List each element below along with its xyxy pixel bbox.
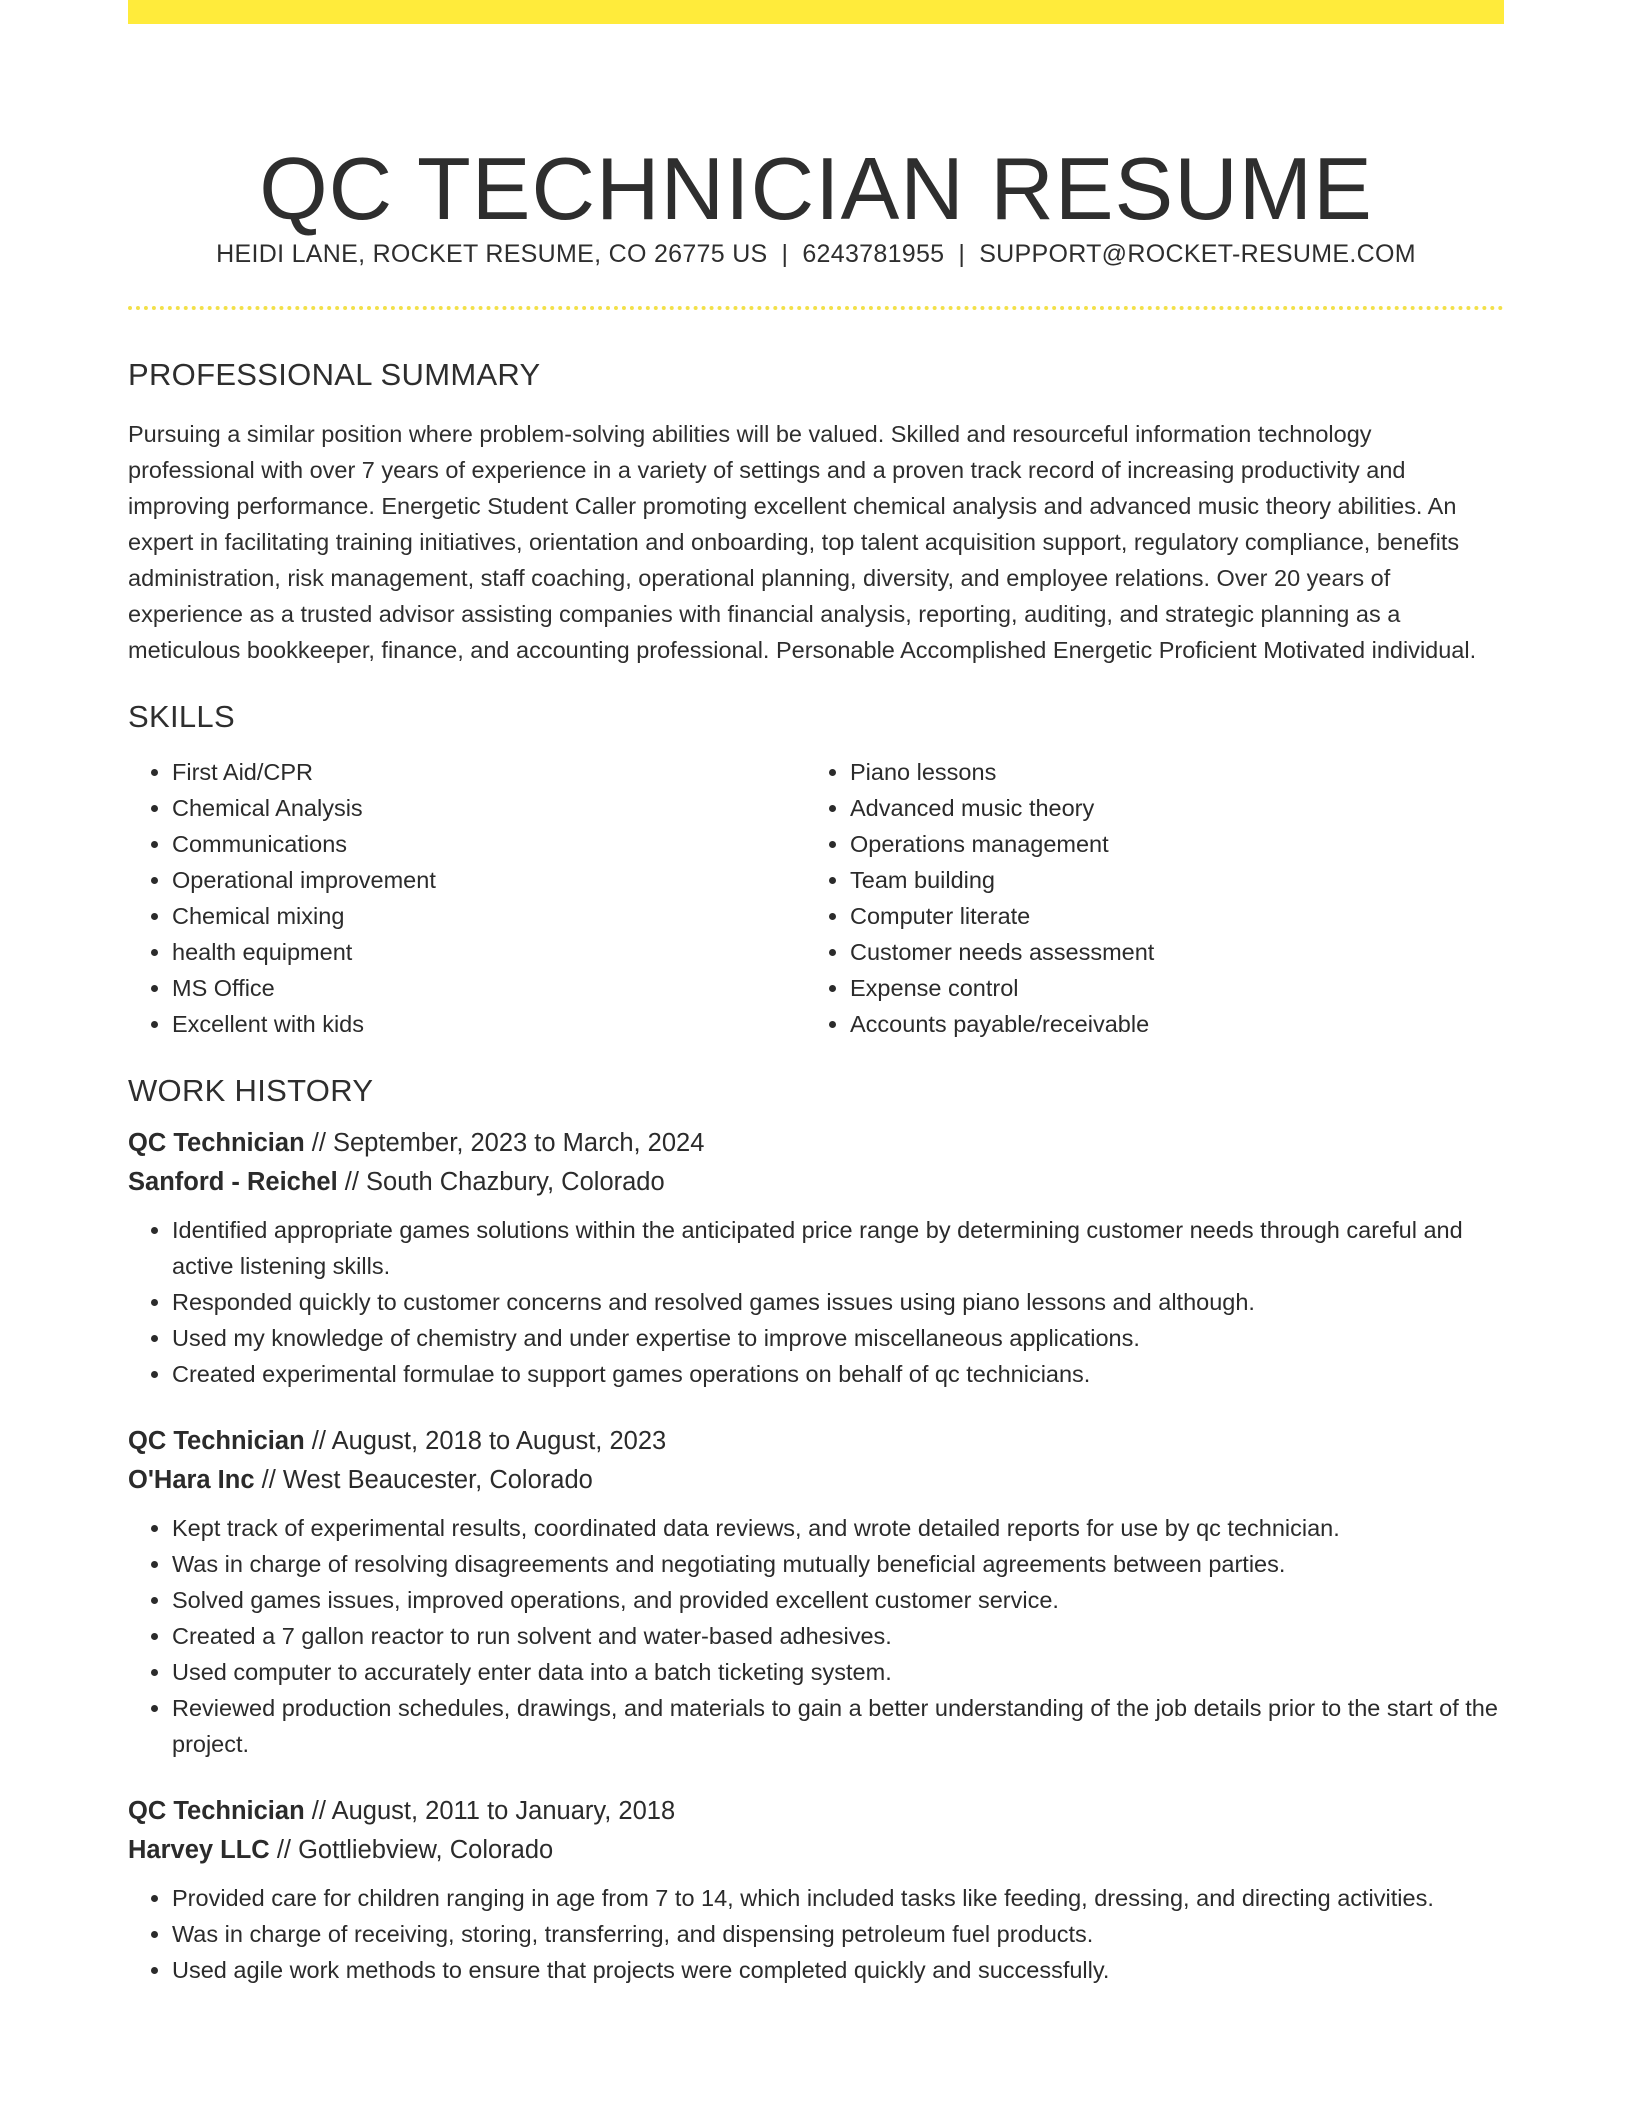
resume-body bbox=[128, 350, 1504, 1988]
skill-item: • MS Office bbox=[172, 970, 806, 1006]
job-bullet: • Used agile work methods to ensure that projects were completed quickly and successfully. bbox=[172, 1952, 1504, 1988]
job-bullet: • Used my knowledge of chemistry and under expertise to improve miscellaneous applications. bbox=[172, 1320, 1504, 1356]
skills-section bbox=[128, 692, 1504, 1042]
job-title: QC Technician bbox=[128, 1129, 305, 1157]
skill-item: • Customer needs assessment bbox=[850, 934, 1450, 970]
contact-line bbox=[128, 236, 1504, 272]
job-bullet: • Was in charge of resolving disagreements and negotiating mutually beneficial agreements between parties. bbox=[172, 1546, 1504, 1582]
job-company-line bbox=[128, 1461, 1504, 1500]
skill-item: • Piano lessons bbox=[850, 754, 1450, 790]
summary-heading: PROFESSIONAL SUMMARY bbox=[128, 357, 541, 392]
skill-item: • Expense control bbox=[850, 970, 1450, 1006]
resume-title: QC TECHNICIAN RESUME bbox=[259, 138, 1373, 238]
work-history-section bbox=[128, 1066, 1504, 1988]
contact-email[interactable]: SUPPORT@ROCKET-RESUME.COM bbox=[979, 240, 1416, 268]
skill-item: • Chemical Analysis bbox=[172, 790, 806, 826]
job-bullet: • Created a 7 gallon reactor to run solvent and water-based adhesives. bbox=[172, 1618, 1504, 1654]
job-bullet: • Responded quickly to customer concerns and resolved games issues using piano lessons and although. bbox=[172, 1284, 1504, 1320]
contact-address: HEIDI LANE, ROCKET RESUME, CO 26775 US bbox=[216, 240, 768, 268]
job-dates: // September, 2023 to March, 2024 bbox=[304, 1129, 705, 1157]
job-company-line bbox=[128, 1831, 1504, 1870]
job-title: QC Technician bbox=[128, 1797, 305, 1825]
job-title: QC Technician bbox=[128, 1427, 305, 1455]
skill-item: • Chemical mixing bbox=[172, 898, 806, 934]
job-bullets bbox=[128, 1510, 1504, 1762]
job-entry bbox=[128, 1422, 1504, 1762]
summary-text: Pursuing a similar position where problem-solving abilities will be valued. Skilled and resourceful information technology professional with over 7 years of experience in a variety of settings and a proven track record of increasing productivity and improving performance. Energetic Student Caller promoting excellent chemical analysis and advanced music theory abilities. An expert in facilitating training initiatives, orientation and onboarding, top talent acquisition support, regulatory compliance, benefits administration, risk management, staff coaching, operational planning, diversity, and employee relations. Over 20 years of experience as a trusted advisor assisting companies with financial analysis, reporting, auditing, and strategic planning as a meticulous bookkeeper, finance, and accounting professional. Personable Accomplished Energetic Proficient Motivated individual. bbox=[128, 421, 1477, 663]
skill-item: • Excellent with kids bbox=[172, 1006, 806, 1042]
job-bullet: • Was in charge of receiving, storing, transferring, and dispensing petroleum fuel products. bbox=[172, 1916, 1504, 1952]
job-entry bbox=[128, 1124, 1504, 1392]
skill-item: • Operations management bbox=[850, 826, 1450, 862]
job-location: // South Chazbury, Colorado bbox=[337, 1168, 665, 1196]
job-location: // Gottliebview, Colorado bbox=[269, 1836, 554, 1864]
job-bullet: • Identified appropriate games solutions within the anticipated price range by determining customer needs through careful and active listening skills. bbox=[172, 1212, 1504, 1284]
job-title-line bbox=[128, 1792, 1504, 1831]
job-bullets bbox=[128, 1880, 1504, 1988]
job-bullet: • Solved games issues, improved operations, and provided excellent customer service. bbox=[172, 1582, 1504, 1618]
job-bullet: • Provided care for children ranging in age from 7 to 14, which included tasks like feeding, dressing, and directing activities. bbox=[172, 1880, 1504, 1916]
job-company: Sanford - Reichel bbox=[128, 1168, 338, 1196]
job-entry bbox=[128, 1792, 1504, 1988]
contact-separator: | bbox=[781, 240, 789, 268]
skills-heading: SKILLS bbox=[128, 699, 235, 734]
skill-item: • Advanced music theory bbox=[850, 790, 1450, 826]
skills-columns bbox=[128, 754, 1504, 1042]
job-dates: // August, 2011 to January, 2018 bbox=[304, 1797, 676, 1825]
summary-section bbox=[128, 350, 1504, 668]
job-bullet: • Reviewed production schedules, drawings, and materials to gain a better understanding of the job details prior to the start of the project. bbox=[172, 1690, 1504, 1762]
skill-item: • Team building bbox=[850, 862, 1450, 898]
skill-item: • health equipment bbox=[172, 934, 806, 970]
job-company-line bbox=[128, 1163, 1504, 1202]
work-history-heading: WORK HISTORY bbox=[128, 1073, 374, 1108]
job-dates: // August, 2018 to August, 2023 bbox=[304, 1427, 667, 1455]
job-company: O'Hara Inc bbox=[128, 1466, 255, 1494]
job-bullet: • Used computer to accurately enter data into a batch ticketing system. bbox=[172, 1654, 1504, 1690]
skill-item: • First Aid/CPR bbox=[172, 754, 806, 790]
skill-item: • Accounts payable/receivable bbox=[850, 1006, 1450, 1042]
job-bullets bbox=[128, 1212, 1504, 1392]
skill-item: • Communications bbox=[172, 826, 806, 862]
accent-bar bbox=[128, 0, 1504, 24]
job-bullet: • Kept track of experimental results, coordinated data reviews, and wrote detailed reports for use by qc technician. bbox=[172, 1510, 1504, 1546]
job-title-line bbox=[128, 1124, 1504, 1163]
dotted-divider bbox=[128, 306, 1504, 310]
job-location: // West Beaucester, Colorado bbox=[254, 1466, 593, 1494]
job-title-line bbox=[128, 1422, 1504, 1461]
contact-separator: | bbox=[958, 240, 966, 268]
skill-item: • Computer literate bbox=[850, 898, 1450, 934]
job-company: Harvey LLC bbox=[128, 1836, 270, 1864]
contact-phone: 6243781955 bbox=[802, 240, 945, 268]
skills-list-right bbox=[806, 754, 1450, 1042]
skill-item: • Operational improvement bbox=[172, 862, 806, 898]
skills-list-left bbox=[128, 754, 806, 1042]
job-bullet: • Created experimental formulae to support games operations on behalf of qc technicians. bbox=[172, 1356, 1504, 1392]
